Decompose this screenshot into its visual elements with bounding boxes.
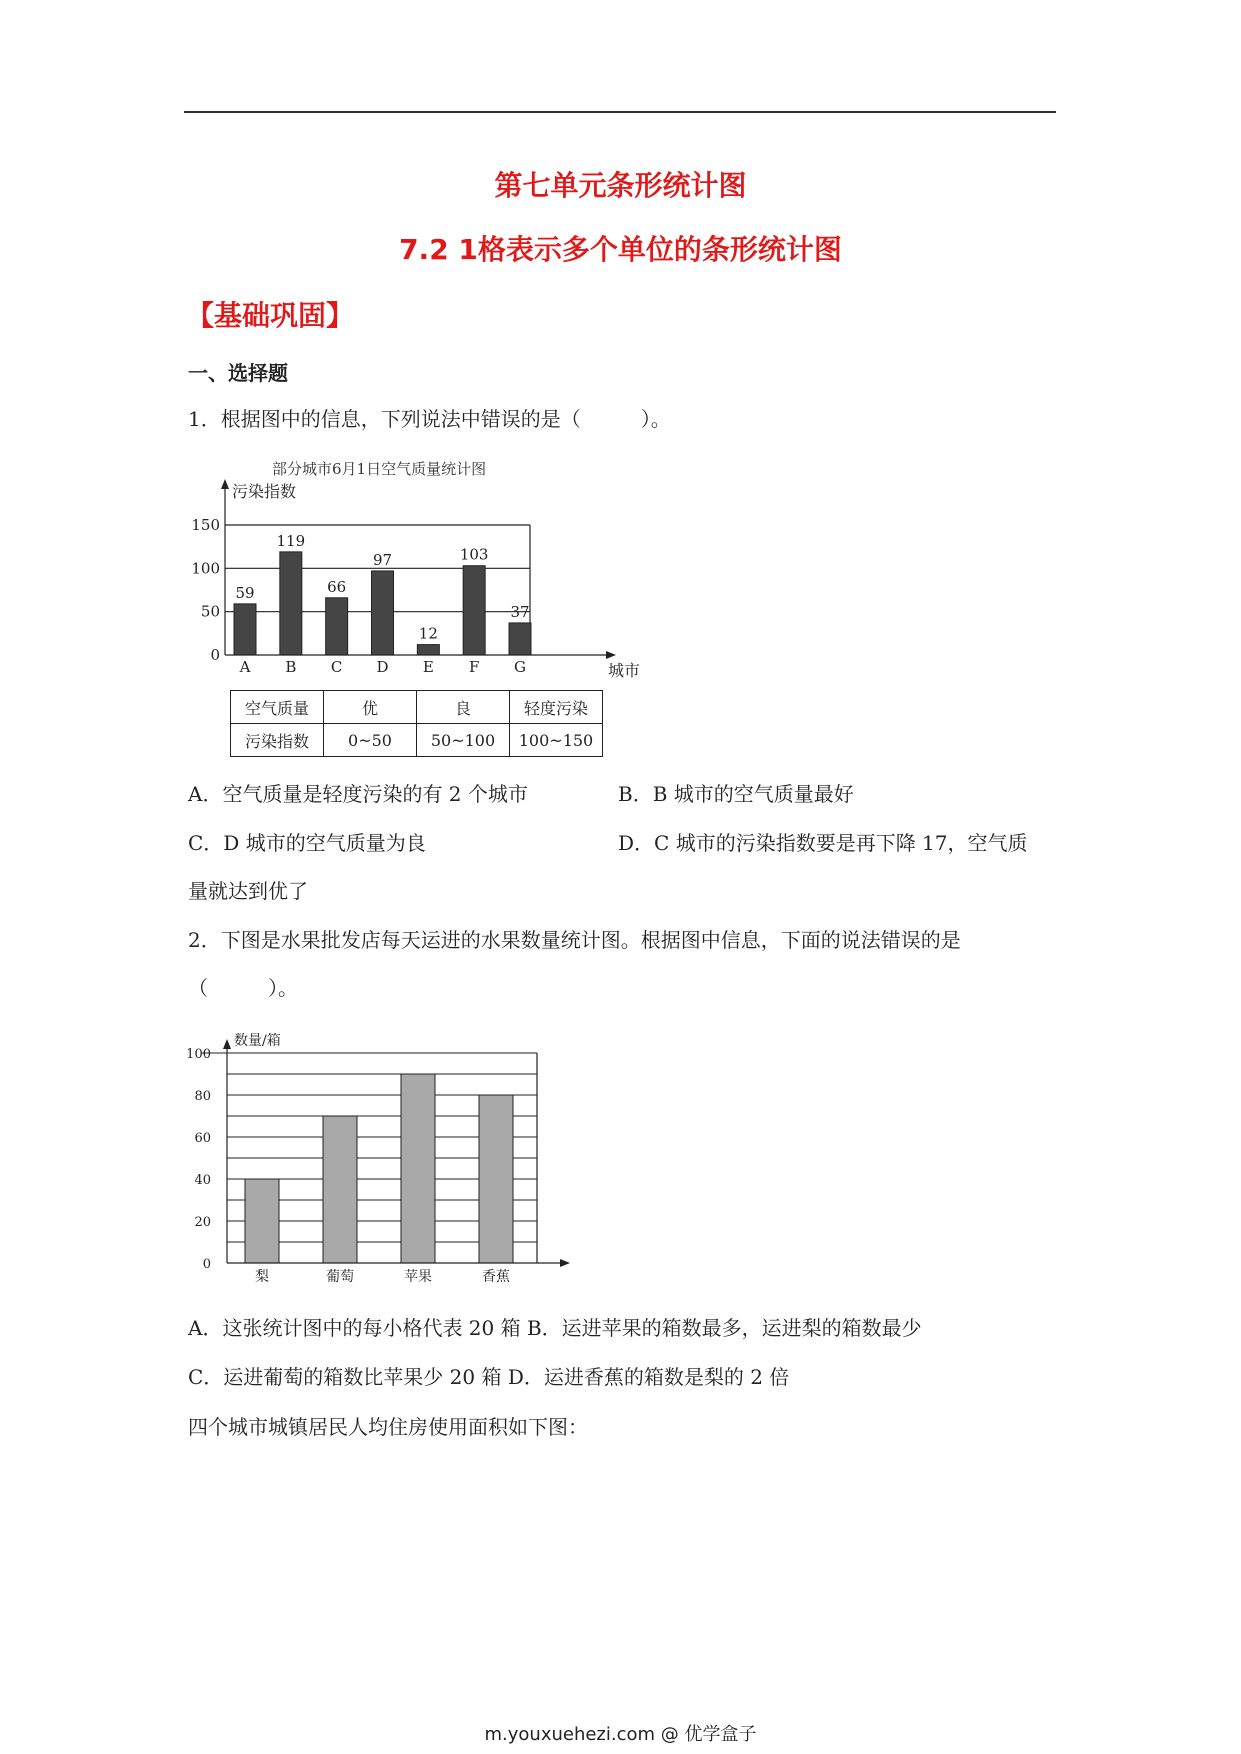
- chart2-ytick: 0: [202, 1257, 211, 1272]
- chart1-bar: [463, 566, 485, 655]
- q1-option-b: B．B 城市的空气质量最好: [618, 782, 854, 806]
- chart1-ylabel: 污染指数: [232, 482, 297, 501]
- chart1-xlabel: 城市: [608, 661, 641, 680]
- table-cell: 良: [417, 691, 510, 724]
- footer-watermark: m.youxuehezi.com @ 优学盒子: [484, 1724, 757, 1745]
- chart1-category-label: G: [514, 658, 526, 676]
- chart2-bar: [323, 1116, 357, 1263]
- chart2-ytick: 60: [194, 1131, 211, 1146]
- q1-option-c: C．D 城市的空气质量为良: [188, 831, 426, 855]
- chart2-ytick: 100: [186, 1047, 211, 1062]
- page-subtitle: 7.2 1格表示多个单位的条形统计图: [399, 233, 842, 266]
- chart1-value-label: 59: [235, 583, 255, 602]
- table-row: [231, 691, 603, 724]
- chart1-value-label: 103: [459, 545, 489, 564]
- chart2-bar: [245, 1179, 279, 1263]
- q2-options-cd: C．运进葡萄的箱数比苹果少 20 箱 D．运进香蕉的箱数是梨的 2 倍: [188, 1365, 790, 1389]
- q1-option-d: D．C 城市的污染指数要是再下降 17，空气质: [618, 831, 1028, 855]
- chart1-ytick: 0: [210, 646, 220, 664]
- q2-stem: 2．下图是水果批发店每天运进的水果数量统计图。根据图中信息，下面的说法错误的是: [188, 928, 961, 952]
- chart2-ytick: 40: [194, 1173, 211, 1188]
- chart2-ytick: 20: [194, 1215, 211, 1230]
- chart2-bar: [479, 1095, 513, 1263]
- chart2-ytick: 80: [194, 1089, 211, 1104]
- chart1-y-arrow: [221, 479, 229, 489]
- chart1-value-label: 119: [276, 531, 306, 550]
- chart1-bar: [417, 645, 439, 655]
- chart1-category-label: D: [376, 658, 389, 676]
- table-cell: 优: [324, 691, 417, 724]
- chart1-bar: [372, 571, 394, 655]
- chart1-bar: [280, 552, 302, 655]
- table-row: [231, 724, 603, 757]
- chart1-ytick: 150: [191, 516, 220, 534]
- page-title: 第七单元条形统计图: [494, 169, 747, 202]
- q1-option-a: A．空气质量是轻度污染的有 2 个城市: [188, 782, 528, 806]
- section-heading: 【基础巩固】: [186, 299, 355, 332]
- q1-stem: 1．根据图中的信息，下列说法中错误的是（ ）。: [188, 407, 671, 431]
- chart2-category-label: 梨: [255, 1269, 269, 1285]
- part-heading: 一、选择题: [188, 361, 288, 385]
- chart2-y-arrow: [223, 1039, 231, 1049]
- chart2-category-label: 葡萄: [326, 1269, 354, 1285]
- chart1-category-label: B: [285, 658, 297, 676]
- q1-option-d-cont: 量就达到优了: [188, 879, 308, 903]
- table-cell: 污染指数: [231, 724, 324, 757]
- chart1-value-label: 37: [510, 602, 530, 621]
- q2-options-ab: A．这张统计图中的每小格代表 20 箱 B．运进苹果的箱数最多，运进梨的箱数最少: [188, 1316, 922, 1340]
- chart1-category-label: F: [468, 658, 480, 676]
- chart1-title: 部分城市6月1日空气质量统计图: [272, 460, 487, 478]
- air-quality-table: [230, 690, 603, 757]
- chart1-bar: [509, 623, 531, 655]
- table-cell: 空气质量: [231, 691, 324, 724]
- q2-stem-cont: （ ）。: [188, 976, 298, 1000]
- table-cell: 50~100: [417, 724, 510, 757]
- chart2-bar: [401, 1074, 435, 1263]
- chart1-ytick: 100: [191, 559, 220, 578]
- air-quality-chart: [190, 455, 650, 695]
- table-cell: 100~150: [510, 724, 603, 757]
- chart2-category-label: 香蕉: [482, 1269, 510, 1285]
- chart1-x-arrow: [606, 651, 616, 659]
- chart1-bar: [234, 604, 256, 655]
- chart1-category-label: E: [422, 658, 434, 676]
- chart1-bar: [326, 598, 348, 655]
- chart1-ytick: 50: [200, 602, 220, 621]
- chart1-value-label: 66: [327, 577, 347, 596]
- chart2-category-label: 苹果: [404, 1269, 432, 1285]
- chart1-category-label: C: [330, 658, 343, 676]
- chart1-category-label: A: [239, 658, 251, 676]
- chart1-value-label: 12: [418, 624, 438, 643]
- chart2-x-arrow: [560, 1259, 570, 1267]
- header-rule: [184, 111, 1056, 113]
- table-cell: 0~50: [324, 724, 417, 757]
- table-cell: 轻度污染: [510, 691, 603, 724]
- chart2-ylabel: 数量/箱: [234, 1033, 281, 1049]
- fruit-chart: [186, 1025, 580, 1290]
- q3-intro: 四个城市城镇居民人均住房使用面积如下图：: [188, 1415, 588, 1439]
- chart1-value-label: 97: [372, 550, 393, 569]
